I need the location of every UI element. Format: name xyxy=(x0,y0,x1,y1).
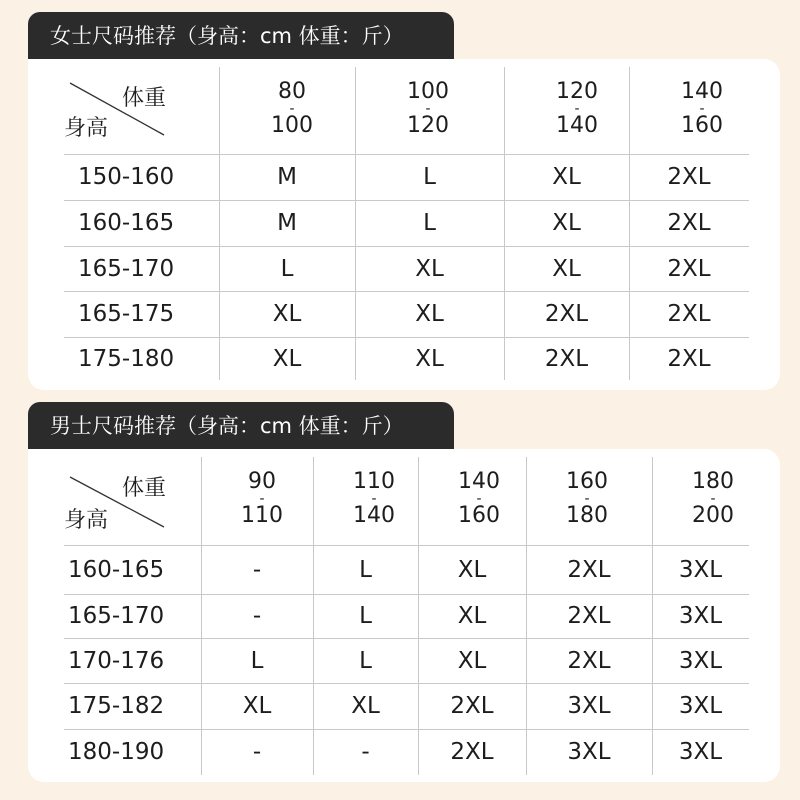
range-separator: - xyxy=(584,491,590,507)
size-cell: XL xyxy=(272,345,302,372)
size-cell: - xyxy=(361,739,370,765)
size-cell: XL xyxy=(552,164,581,190)
size-cell: 2XL xyxy=(567,603,611,629)
weight-range-from: 120 xyxy=(556,79,598,104)
height-range-label: 165-175 xyxy=(78,301,175,327)
size-cell: - xyxy=(252,739,262,765)
men-section-title: 男士尺码推荐（身高：cm 体重：斤） xyxy=(28,402,454,450)
weight-range-header xyxy=(556,81,598,137)
weight-range-from: 140 xyxy=(681,79,723,104)
size-cell: XL xyxy=(351,693,380,719)
women-size-section xyxy=(28,12,780,390)
size-cell: L xyxy=(359,556,372,583)
weight-range-header xyxy=(353,471,395,527)
weight-range-to: 120 xyxy=(407,113,449,138)
weight-range-header xyxy=(692,471,734,527)
weight-range-to: 160 xyxy=(458,503,500,528)
size-cell: XL xyxy=(415,301,444,327)
range-separator: - xyxy=(476,491,482,507)
women-size-table xyxy=(28,59,780,390)
weight-range-from: 90 xyxy=(248,469,276,494)
size-cell: 3XL xyxy=(678,693,723,719)
size-cell: 2XL xyxy=(667,301,711,327)
size-cell: XL xyxy=(457,603,487,629)
weight-range-header xyxy=(681,81,723,137)
range-separator: - xyxy=(710,491,716,507)
size-cell: 2XL xyxy=(667,255,711,282)
size-cell: M xyxy=(277,210,297,236)
size-cell: 3XL xyxy=(678,556,723,583)
range-separator: - xyxy=(289,101,295,117)
size-cell: L xyxy=(359,603,372,629)
size-cell: L xyxy=(359,647,372,674)
weight-range-from: 160 xyxy=(566,469,608,494)
height-range-label: 175-180 xyxy=(78,345,175,372)
size-cell: XL xyxy=(415,255,444,282)
size-cell: L xyxy=(250,647,264,674)
height-range-label: 150-160 xyxy=(78,164,175,190)
weight-range-header xyxy=(458,471,500,527)
corner-height-label: 身高 xyxy=(64,116,109,141)
size-cell: 2XL xyxy=(450,739,494,765)
height-range-label: 170-176 xyxy=(68,647,165,674)
range-separator: - xyxy=(425,101,431,117)
size-cell: XL xyxy=(552,210,581,236)
corner-height-label: 身高 xyxy=(64,508,109,533)
size-cell: M xyxy=(277,164,297,190)
size-cell: L xyxy=(423,164,436,190)
height-range-label: 180-190 xyxy=(68,739,165,765)
height-range-label: 160-165 xyxy=(68,556,165,583)
women-section-title: 女士尺码推荐（身高：cm 体重：斤） xyxy=(28,12,454,60)
size-cell: 2XL xyxy=(450,693,494,719)
size-cell: 3XL xyxy=(678,603,723,629)
size-cell: 2XL xyxy=(667,210,711,236)
weight-range-to: 110 xyxy=(241,503,283,528)
weight-range-to: 140 xyxy=(353,503,395,528)
size-cell: XL xyxy=(272,301,302,327)
size-cell: 2XL xyxy=(667,164,711,190)
weight-range-to: 140 xyxy=(556,113,598,138)
weight-range-to: 100 xyxy=(271,113,313,138)
size-cell: 3XL xyxy=(567,693,611,719)
size-cell: XL xyxy=(457,647,487,674)
men-size-section xyxy=(28,402,780,782)
corner-header xyxy=(64,67,219,154)
size-cell: - xyxy=(252,556,262,583)
weight-range-header xyxy=(407,81,449,137)
size-cell: 2XL xyxy=(544,345,589,372)
size-cell: 2XL xyxy=(544,301,589,327)
height-range-label: 175-182 xyxy=(68,693,165,719)
weight-range-header xyxy=(241,471,283,527)
size-cell: 3XL xyxy=(678,739,723,765)
weight-range-from: 180 xyxy=(692,469,734,494)
corner-weight-label: 体重 xyxy=(122,476,167,501)
size-cell: XL xyxy=(552,255,581,282)
weight-range-to: 180 xyxy=(566,503,608,528)
men-size-table xyxy=(28,449,780,782)
range-separator: - xyxy=(259,491,265,507)
height-range-label: 165-170 xyxy=(68,603,165,629)
weight-range-header xyxy=(271,81,313,137)
weight-range-from: 100 xyxy=(407,79,449,104)
size-cell: XL xyxy=(415,345,444,372)
weight-range-from: 110 xyxy=(353,469,395,494)
size-cell: XL xyxy=(242,693,272,719)
weight-range-from: 140 xyxy=(458,469,500,494)
size-cell: 2XL xyxy=(567,647,611,674)
weight-range-to: 160 xyxy=(681,113,723,138)
range-separator: - xyxy=(699,101,705,117)
weight-range-to: 200 xyxy=(692,503,734,528)
height-range-label: 160-165 xyxy=(78,210,175,236)
size-cell: XL xyxy=(457,556,487,583)
size-cell: - xyxy=(252,603,262,629)
size-cell: 2XL xyxy=(567,556,611,583)
height-range-label: 165-170 xyxy=(78,255,175,282)
size-cell: 3XL xyxy=(567,739,611,765)
size-cell: 3XL xyxy=(678,647,723,674)
weight-range-from: 80 xyxy=(278,79,306,104)
range-separator: - xyxy=(574,101,580,117)
range-separator: - xyxy=(371,491,377,507)
size-cell: L xyxy=(280,255,294,282)
size-cell: L xyxy=(423,210,436,236)
size-cell: 2XL xyxy=(667,345,711,372)
corner-header xyxy=(64,457,201,545)
corner-weight-label: 体重 xyxy=(122,86,167,111)
weight-range-header xyxy=(566,471,608,527)
